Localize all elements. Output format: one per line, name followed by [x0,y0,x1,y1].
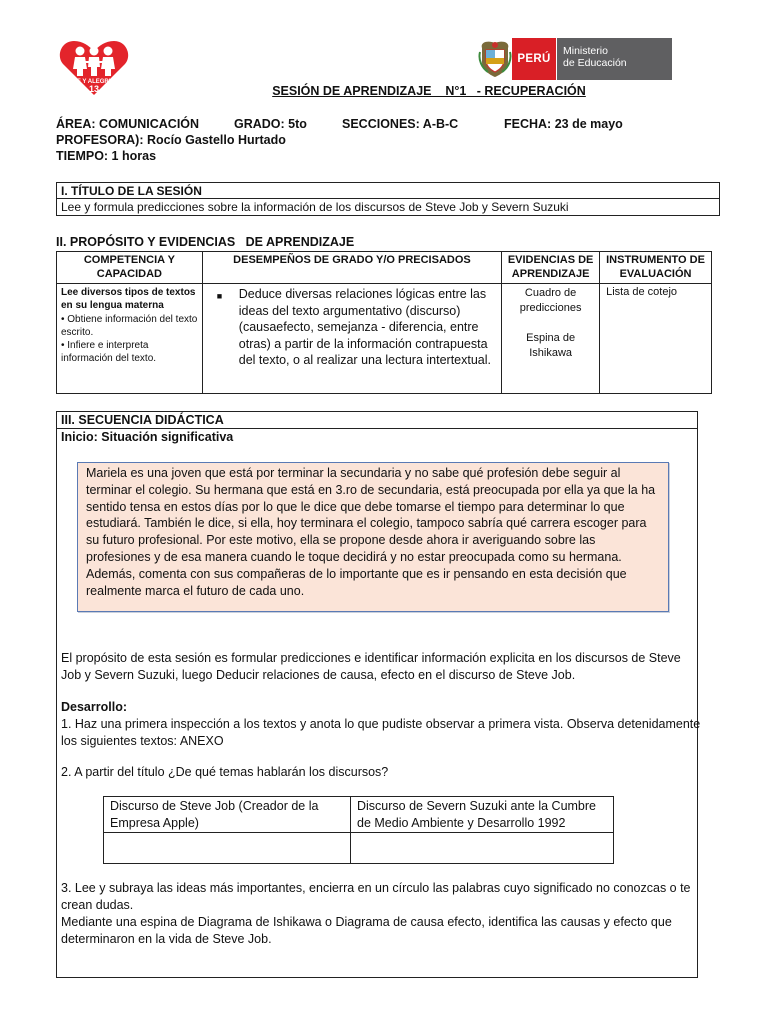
col-instrumento: INSTRUMENTO DE EVALUACIÓN [600,252,712,284]
tiempo-field: TIEMPO: 1 horas [56,149,157,163]
secciones-field: SECCIONES: A-B-C [342,117,459,131]
col-competencia: COMPETENCIA Y CAPACIDAD [57,252,203,284]
col-steve-job: Discurso de Steve Job (Creador de la Empresa Apple) [104,797,351,833]
section-1-heading: I. TÍTULO DE LA SESIÓN [56,182,720,199]
discursos-table [103,796,614,864]
step-3: 3. Lee y subraya las ideas más importantes, encierra en un círculo las palabras cuyo significado no conozcas o te crean dudas. [61,881,691,912]
table-header-row [57,252,712,284]
table-row [104,833,614,864]
profesora-field: PROFESORA): Rocío Gastello Hurtado [56,133,286,147]
section-3-heading: III. SECUENCIA DIDÁCTICA [57,412,697,429]
capacidad-2: • Infiere e interpreta información del texto. [61,340,157,365]
ministerio-label: Ministerio de Educación [556,38,672,80]
desempeno-text: Deduce diversas relaciones lógicas entre las ideas del texto argumentativo (discurso) (causaefecto, semejanza - diferencia, entre otras) a partir de la información contrapuesta del texto, o al realizar una lectura intertextual. [238,287,492,368]
fecha-field: FECHA: 23 de mayo [504,117,623,131]
table-header-row [104,797,614,833]
situation-box: Mariela es una joven que está por terminar la secundaria y no sabe qué profesión debe seguir al terminar el colegio. Su hermana que está en 3.ro de secundaria, está preocupada por ella ya que la ha sentido tensa en estos días por lo que le dice que debe tomarse el tiempo para determinar lo que estudiará. También le dice, si ella, hoy terminara el colegio, tampoco sabría qué carrera escoger para su futuro profesional. Por este motivo, ella se propone desde ahora ir averiguando sobre las profesiones y de esa manera cuando le toque decidirá y no estar preocupada como su hermana. Además, comenta con sus compañeras de lo importante que es ir pensando en esta decisión que realmente marca el futuro de cada uno. [77,462,669,612]
square-bullet-icon: ■ [216,291,223,301]
answer-cell-severn-suzuki[interactable] [351,833,614,864]
step-1: 1. Haz una primera inspección a los textos y anota lo que pudiste observar a primera vista. Observa detenidamente los siguientes textos: ANEXO [61,717,701,748]
purpose-evidence-table [56,251,712,394]
competencia-cell [57,284,203,394]
document-title: SESIÓN DE APRENDIZAJE N°1 - RECUPERACIÓN [272,84,586,98]
peru-label: PERÚ [512,38,556,80]
col-severn-suzuki: Discurso de Severn Suzuki ante la Cumbre de Medio Ambiente y Desarrollo 1992 [351,797,614,833]
evidencias-cell: Cuadro de predicciones Espina de Ishikawa [502,284,600,394]
table-row [57,284,712,394]
section-2-heading: II. PROPÓSITO Y EVIDENCIAS DE APRENDIZAJE [56,235,355,249]
svg-text:FE Y ALEGRIA: FE Y ALEGRIA [73,79,115,85]
minedu-logo [478,38,672,80]
desempeno-cell [202,284,501,394]
step-2: 2. A partir del título ¿De qué temas hablarán los discursos? [61,765,389,779]
grado-field: GRADO: 5to [234,117,307,131]
area-field: ÁREA: COMUNICACIÓN [56,117,200,131]
session-title-text: Lee y formula predicciones sobre la información de los discursos de Steve Job y Severn Suzuki [56,199,720,216]
instrumento-cell: Lista de cotejo [600,284,712,394]
col-evidencias: EVIDENCIAS DE APRENDIZAJE [502,252,600,284]
step-3-ishikawa: Mediante una espina de Diagrama de Ishikawa o Diagrama de causa efecto, identifica las causas y efecto que determinaron en la vida de Steve Job. [61,915,672,946]
svg-text:13: 13 [88,84,100,94]
session-title-table [56,182,720,216]
col-desempenos: DESEMPEÑOS DE GRADO Y/O PRECISADOS [202,252,501,284]
meta-row [56,117,736,131]
desarrollo-label: Desarrollo: [61,700,127,714]
coat-of-arms-icon [478,38,512,80]
proposito-paragraph: El propósito de esta sesión es formular predicciones e identificar información explicita en los discursos de Steve Job y Severn Suzuki, luego Deducir relaciones de causa, efecto en el discurso de Steve Job. [61,651,681,682]
answer-cell-steve-job[interactable] [104,833,351,864]
competencia-title: Lee diversos tipos de textos en su lengua materna [61,287,196,312]
inicio-label: Inicio: Situación significativa [61,430,234,444]
capacidad-1: • Obtiene información del texto escrito. [61,313,198,338]
